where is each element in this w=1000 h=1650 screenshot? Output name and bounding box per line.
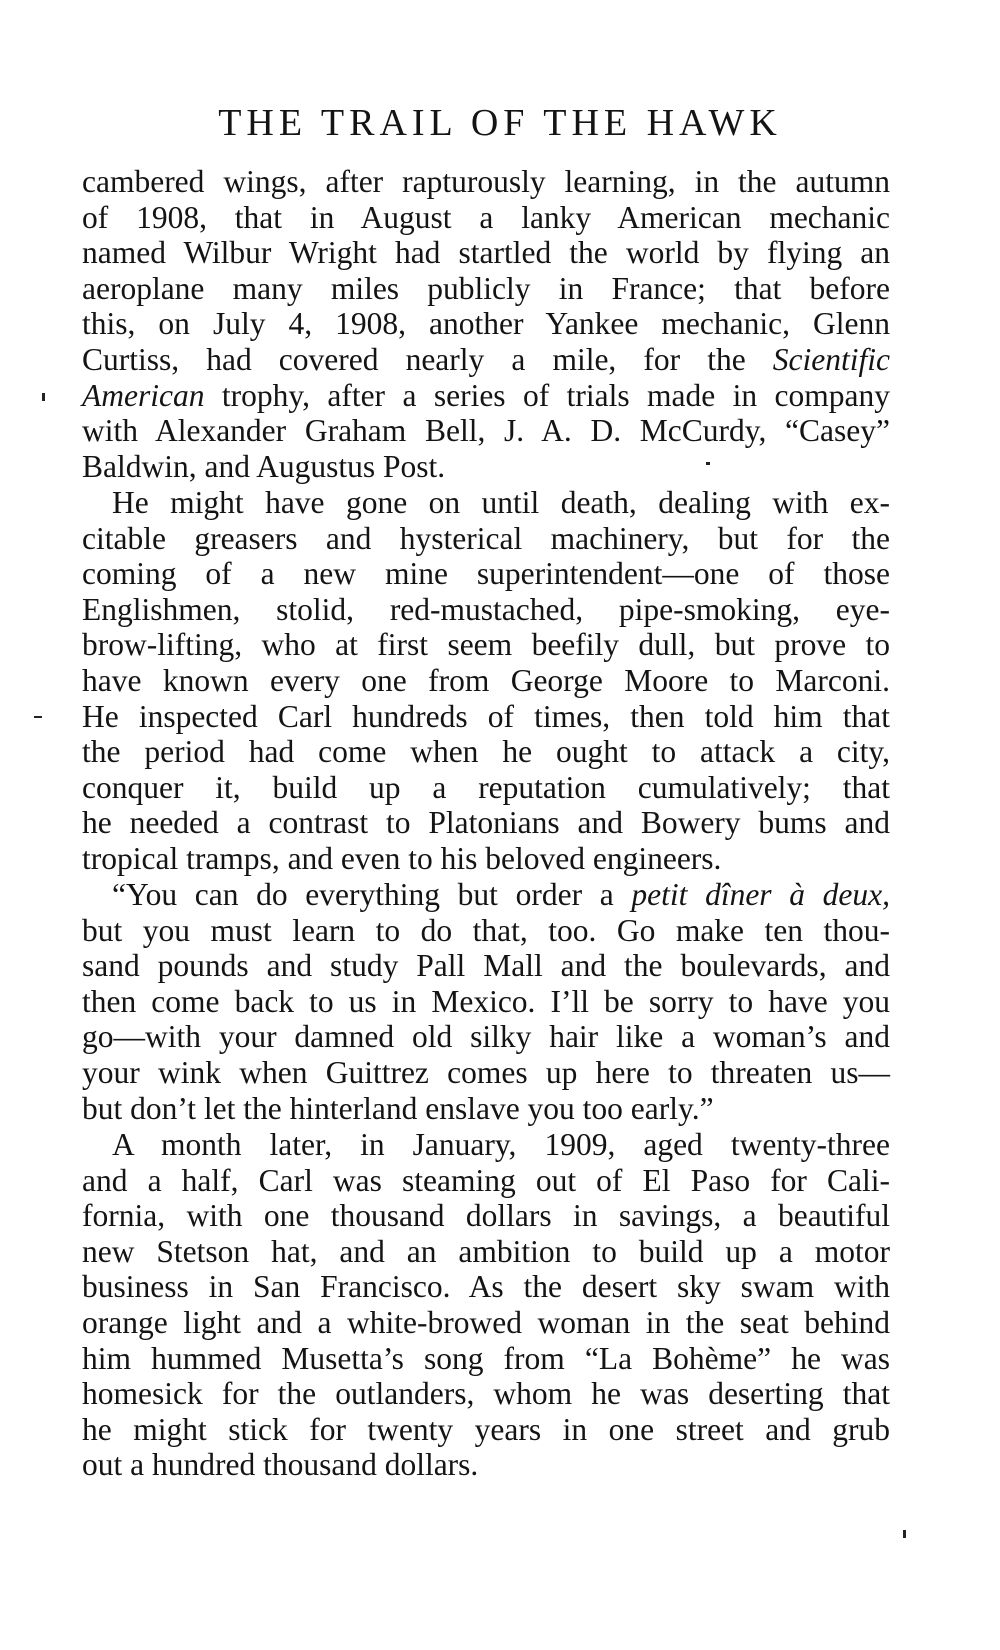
text-line: have known every one from George Moore to Marconi. <box>82 662 890 698</box>
text-line: He might have gone on until death, dealing with ex- <box>112 485 890 520</box>
text-line: coming of a new mine superintendent—one of those <box>82 556 890 592</box>
text-line: named Wilbur Wright had startled the world by flying an <box>82 235 890 271</box>
paragraph-2 <box>82 485 890 877</box>
text-line: this, on July 4, 1908, another Yankee mechanic, Glenn <box>82 306 890 342</box>
text-fragment: Curtiss, had covered nearly a mile, for the <box>82 341 746 377</box>
text-line: with Alexander Graham Bell, J. A. D. McCurdy, “Casey” <box>82 413 890 449</box>
text-line: but don’t let the hinterland enslave you too early.” <box>82 1090 714 1126</box>
text-line: new Stetson hat, and an ambition to build up a motor <box>82 1233 890 1269</box>
italic-fragment: American <box>82 377 205 413</box>
text-line: orange light and a white-browed woman in the seat behind <box>82 1304 890 1340</box>
scan-speck <box>903 1530 906 1538</box>
text-line <box>82 378 890 414</box>
text-line: of 1908, that in August a lanky American mechanic <box>82 199 890 235</box>
paragraph-3 <box>82 877 890 1126</box>
text-line: aeroplane many miles publicly in France; that before <box>82 270 890 306</box>
italic-fragment: Scientific <box>772 341 890 377</box>
text-line: he might stick for twenty years in one street and grub <box>82 1411 890 1447</box>
italic-fragment: petit dîner à deux, <box>631 877 890 912</box>
scan-speck <box>42 393 45 401</box>
running-head-title: THE TRAIL OF THE HAWK <box>218 102 782 144</box>
text-line: but you must learn to do that, too. Go make ten thou- <box>82 912 890 948</box>
text-line: fornia, with one thousand dollars in savings, a beautiful <box>82 1198 890 1234</box>
text-line: business in San Francisco. As the desert sky swam with <box>82 1269 890 1305</box>
text-line: Baldwin, and Augustus Post. <box>82 448 446 484</box>
paragraph-1 <box>82 164 890 484</box>
text-line: Englishmen, stolid, red-mustached, pipe-smoking, eye- <box>82 591 890 627</box>
text-line: conquer it, build up a reputation cumulatively; that <box>82 769 890 805</box>
text-line: and a half, Carl was steaming out of El Paso for Cali- <box>82 1162 890 1198</box>
text-line: tropical tramps, and even to his beloved engineers. <box>82 840 722 876</box>
text-fragment: “You can do everything but order a <box>112 877 614 912</box>
scan-speck <box>34 716 42 718</box>
text-line <box>82 877 890 913</box>
text-line: cambered wings, after rapturously learning, in the autumn <box>82 164 890 199</box>
text-line: brow-lifting, who at first seem beefily dull, but prove to <box>82 627 890 663</box>
text-line: then come back to us in Mexico. I’ll be sorry to have you <box>82 983 890 1019</box>
text-line: the period had come when he ought to attack a city, <box>82 734 890 770</box>
text-line: homesick for the outlanders, whom he was deserting that <box>82 1376 890 1412</box>
text-line: your wink when Guittrez comes up here to threaten us— <box>82 1054 890 1090</box>
text-line: He inspected Carl hundreds of times, then told him that <box>82 698 890 734</box>
text-line: citable greasers and hysterical machinery, but for the <box>82 520 890 556</box>
text-line: him hummed Musetta’s song from “La Bohème” he was <box>82 1340 890 1376</box>
paragraph-4 <box>82 1127 890 1483</box>
text-line: go—with your damned old silky hair like a woman’s and <box>82 1019 890 1055</box>
text-line: sand pounds and study Pall Mall and the boulevards, and <box>82 948 890 984</box>
text-line: out a hundred thousand dollars. <box>82 1447 479 1483</box>
text-fragment: trophy, after a series of trials made in company <box>221 377 890 413</box>
text-line <box>82 342 890 378</box>
text-line: he needed a contrast to Platonians and Bowery bums and <box>82 805 890 841</box>
text-line: A month later, in January, 1909, aged twenty-three <box>112 1127 890 1162</box>
scan-speck <box>706 462 710 465</box>
